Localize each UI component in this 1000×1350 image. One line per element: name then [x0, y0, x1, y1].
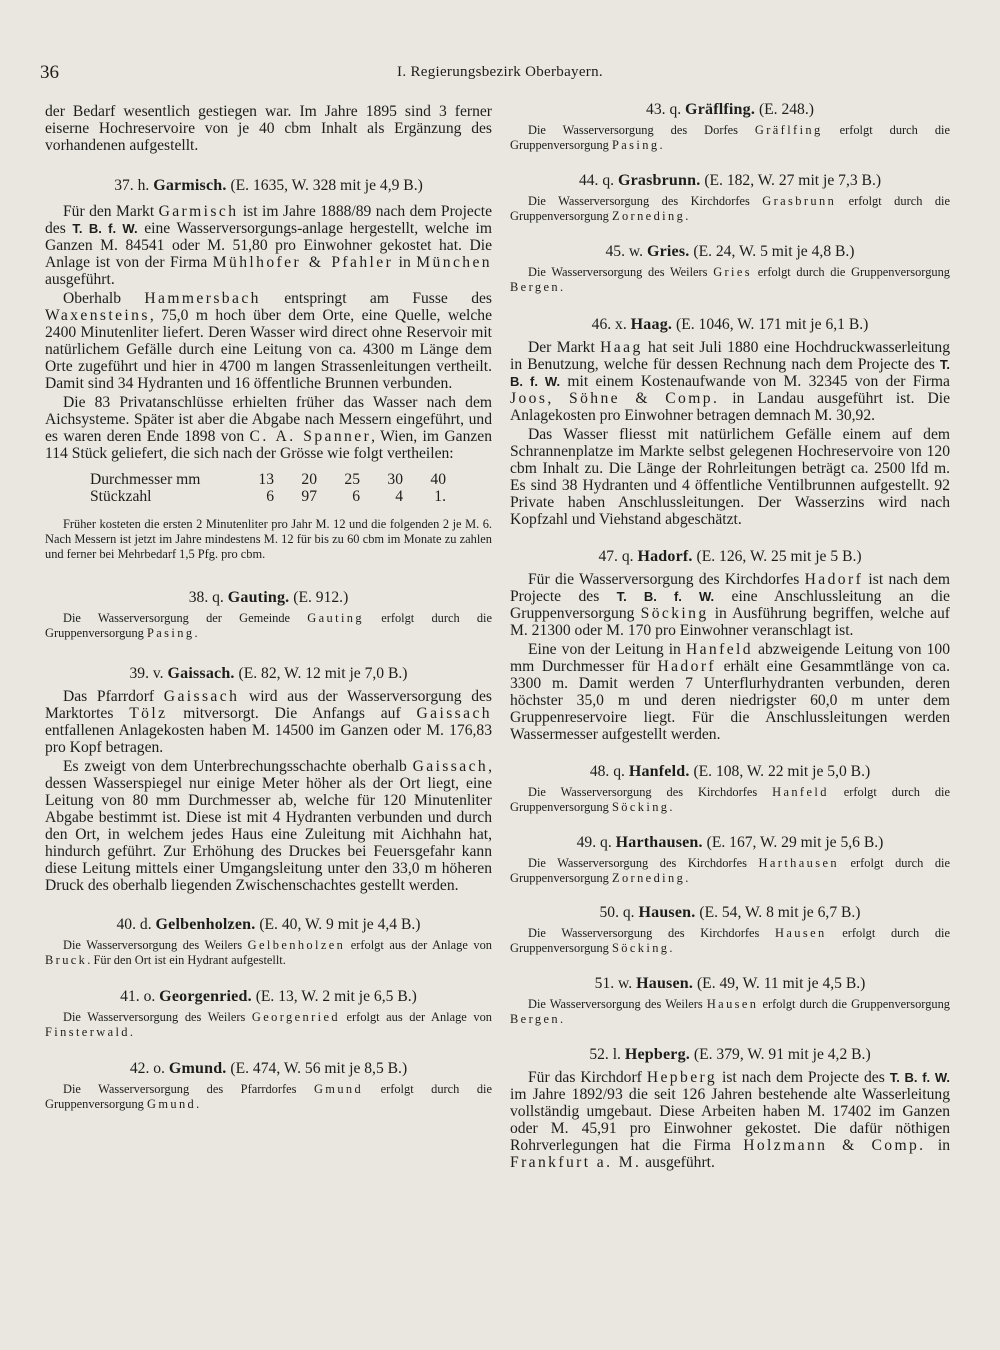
- entry-42: [45, 1059, 492, 1112]
- entry-stats: (E. 379, W. 91 mit je 4,2 B.): [693, 1046, 871, 1063]
- entry-heading: [510, 547, 950, 566]
- entry-43: [510, 100, 950, 153]
- entry-name: Gelbenholzen.: [155, 916, 256, 933]
- entry-number: 50. q.: [599, 904, 635, 921]
- entry-stats: (E. 24, W. 5 mit je 4,8 B.): [693, 243, 855, 260]
- entry-number: 45. w.: [605, 243, 644, 260]
- entry-47: [510, 547, 950, 743]
- entry-paragraph: Oberhalb Hammersbach entspringt am Fusse des Waxensteins, 75,0 m hoch über dem Orte, eine Quelle, welche 2400 Minutenliter liefert. Deren Wasser wird direct ohne Reservoir mit natürlichem Gefälle durch eine Leitung von ca. 4300 m Länge dem Orte zugeführt und hier in 4700 m langen Strassenleitungen vertheilt. Damit sind 34 Hydranten und 16 öffentliche Brunnen verbunden.: [45, 290, 492, 392]
- entry-stats: (E. 474, W. 56 mit je 8,5 B.): [230, 1060, 408, 1077]
- entry-stats: (E. 912.): [293, 589, 349, 606]
- entry-heading: [45, 664, 492, 683]
- entry-name: Gaissach.: [167, 665, 235, 682]
- entry-stats: (E. 182, W. 27 mit je 7,3 B.): [704, 172, 882, 189]
- entry-paragraph: Die Wasserversorgung des Weilers Gelbenholzen erfolgt aus der Anlage von Bruck. Für den Ort ist ein Hydrant aufgestellt.: [45, 938, 492, 967]
- entry-paragraph: Die Wasserversorgung des Dorfes Gräflfing erfolgt durch die Gruppenversorgung Pasing.: [510, 123, 950, 152]
- table-row: [90, 471, 446, 488]
- table-cell: 97: [301, 488, 317, 505]
- entry-heading: [510, 100, 950, 119]
- entry-51: [510, 974, 950, 1027]
- entry-heading: [45, 176, 492, 195]
- table-cell: 25: [344, 471, 360, 488]
- entry-paragraph: Die Wasserversorgung des Kirchdorfes Hausen erfolgt durch die Gruppenversorgung Söcking.: [510, 926, 950, 955]
- entry-paragraph: Eine von der Leitung in Hanfeld abzweigende Leitung von 100 mm Durchmesser für Hadorf erhält eine Gesammtlänge von ca. 3300 m. Damit werden 7 Unterflurhydranten verbunden, deren höchster 35,0 m und deren niedrigster 60,0 m unter dem Gruppenreservoire liegt. Für die Anschlussleitungen werden Wassermesser aufgestellt werden.: [510, 641, 950, 743]
- entry-stats: (E. 13, W. 2 mit je 6,5 B.): [255, 988, 417, 1005]
- entry-number: 47. q.: [598, 548, 634, 565]
- entry-paragraph: Die Wasserversorgung des Weilers Gries erfolgt durch die Gruppenversorgung Bergen.: [510, 265, 950, 294]
- entry-number: 52. l.: [589, 1046, 621, 1063]
- table-cell: 13: [258, 471, 274, 488]
- entry-heading: [45, 987, 492, 1006]
- entry-stats: (E. 49, W. 11 mit je 4,5 B.): [696, 975, 866, 992]
- entry-name: Gauting.: [227, 589, 290, 606]
- table-cell: 20: [301, 471, 317, 488]
- entry-number: 51. w.: [594, 975, 633, 992]
- entry-number: 46. x.: [591, 316, 627, 333]
- entry-paragraph: Die 83 Privatanschlüsse erhielten früher das Wasser nach dem Aichsysteme. Später ist aber die Abgabe nach Messern eingeführt, und es waren deren Ende 1898 von C. A. Spanner, Wien, im Ganzen 114 Stück geliefert, die sich nach der Grösse wie folgt vertheilen:: [45, 394, 493, 462]
- entry-38: [45, 588, 492, 641]
- entry-number: 44. q.: [578, 172, 615, 189]
- entry-stats: (E. 54, W. 8 mit je 6,7 B.): [699, 904, 861, 921]
- entry-stats: (E. 108, W. 22 mit je 5,0 B.): [693, 763, 871, 780]
- entry-paragraph: Die Wasserversorgung der Gemeinde Gauting erfolgt durch die Gruppenversorgung Pasing.: [45, 611, 493, 640]
- entry-heading: [510, 1045, 950, 1064]
- entry-heading: [510, 242, 950, 261]
- entry-stats: (E. 1635, W. 328 mit je 4,9 B.): [230, 177, 423, 194]
- entry-heading: [510, 833, 950, 852]
- entry-number: 41. o.: [120, 988, 156, 1005]
- entry-paragraph: Die Wasserversorgung des Weilers Hausen erfolgt durch die Gruppenversorgung Bergen.: [510, 997, 950, 1026]
- entry-45: [510, 242, 950, 295]
- page-header: [40, 62, 960, 86]
- entry-paragraph: Für die Wasserversorgung des Kirchdorfes Hadorf ist nach dem Projecte des T. B. f. W. eine Anschlussleitung an die Gruppenversorgung Söcking in Ausführung begriffen, welche auf M. 21300 oder M. 170 pro Einwohner veranschlagt ist.: [510, 571, 950, 639]
- entry-paragraph: Die Wasserversorgung des Kirchdorfes Hanfeld erfolgt durch die Gruppenversorgung Söcking.: [510, 785, 950, 814]
- entry-number: 37. h.: [114, 177, 150, 194]
- entry-46: [510, 315, 950, 528]
- entry-40: [45, 915, 492, 968]
- intro-paragraph: der Bedarf wesentlich gestiegen war. Im Jahre 1895 sind 3 ferner eiserne Hochreservoire von je 40 cbm Inhalt als Ergänzung des vorhandenen aufgestellt.: [45, 103, 492, 154]
- entry-heading: [510, 903, 950, 922]
- entry-heading: [510, 315, 950, 334]
- entry-name: Hausen.: [638, 904, 696, 921]
- entry-number: 39. v.: [129, 665, 164, 682]
- entry-stats: (E. 1046, W. 171 mit je 6,1 B.): [676, 316, 869, 333]
- entry-name: Georgenried.: [159, 988, 252, 1005]
- entry-number: 43. q.: [646, 101, 682, 118]
- entry-50: [510, 903, 950, 956]
- entry-49: [510, 833, 950, 886]
- entry-name: Gräflfing.: [685, 101, 756, 118]
- page-number: 36: [40, 62, 59, 83]
- table-row-label: Durchmesser mm: [90, 471, 201, 488]
- entry-name: Gries.: [646, 243, 690, 260]
- entry-paragraph: Es zweigt von dem Unterbrechungsschachte oberhalb Gaissach, dessen Wasserspiegel nur einige Meter höher als der Ort liegt, eine Leitung von 80 mm Durchmesser ab, welche für 120 Minutenliter Abgabe bestimmt ist. Diese ist mit 4 Hydranten verbunden und durch den Ort, in welchem jedes Haus eine Zuleitung mit Aichhahn hat, hindurch geführt. Zur Erhöhung des Druckes bei Feuersgefahr kann diese Leitung mittels einer Umgangsleitung unter den 33,0 m höheren Druck des oberhalb liegenden Zwischenschachtes gestellt werden.: [45, 758, 492, 894]
- entry-heading: [510, 171, 950, 190]
- entry-stats: (E. 167, W. 29 mit je 5,6 B.): [706, 834, 884, 851]
- entry-name: Garmisch.: [153, 177, 227, 194]
- entry-number: 48. q.: [589, 763, 625, 780]
- entry-41: [45, 987, 492, 1040]
- entry-heading: [510, 762, 950, 781]
- entry-name: Haag.: [630, 316, 673, 333]
- left-column: [45, 100, 492, 1112]
- table-cell: 30: [387, 471, 403, 488]
- entry-number: 38. q.: [188, 589, 224, 606]
- entry-name: Hepberg.: [624, 1046, 691, 1063]
- entry-stats: (E. 126, W. 25 mit je 5 B.): [696, 548, 862, 565]
- entry-name: Hadorf.: [637, 548, 693, 565]
- entry-heading: [510, 974, 950, 993]
- entry-number: 42. o.: [129, 1060, 165, 1077]
- table-cell: 1.: [434, 488, 446, 505]
- entry-heading: [45, 1059, 492, 1078]
- entry-name: Hausen.: [636, 975, 694, 992]
- entry-52: [510, 1045, 950, 1171]
- entry-paragraph: Die Wasserversorgung des Kirchdorfes Grasbrunn erfolgt durch die Gruppenversorgung Zorneding.: [510, 194, 951, 223]
- entry-name: Harthausen.: [615, 834, 703, 851]
- meter-size-table: [90, 471, 446, 505]
- entry-paragraph: Die Wasserversorgung des Pfarrdorfes Gmund erfolgt durch die Gruppenversorgung Gmund.: [45, 1082, 492, 1111]
- entry-heading: [45, 915, 492, 934]
- entry-stats: (E. 82, W. 12 mit je 7,0 B.): [238, 665, 408, 682]
- table-cell: 4: [395, 488, 403, 505]
- entry-39: [45, 664, 492, 894]
- table-cell: 6: [352, 488, 360, 505]
- entry-paragraph: Die Wasserversorgung des Weilers Georgenried erfolgt aus der Anlage von Finsterwald.: [45, 1010, 492, 1039]
- entry-paragraph: Der Markt Haag hat seit Juli 1880 eine Hochdruckwasserleitung in Benutzung, welche für dessen Rechnung nach dem Projecte des T. B. f. W. mit einem Kostenaufwande von M. 32345 von der Firma Joos, Söhne & Comp. in Landau ausgeführt ist. Die Anlagekosten pro Einwohner betragen demnach M. 30,92.: [510, 339, 951, 424]
- table-cell: 6: [266, 488, 274, 505]
- entry-name: Gmund.: [168, 1060, 227, 1077]
- entry-48: [510, 762, 950, 815]
- entry-paragraph: Das Wasser fliesst mit natürlichem Gefälle einem auf dem Schrannenplatze im Markte selbst gelegenen Hochreservoire von 120 cbm Inhalt zu. Die Länge der Rohrleitungen beträgt ca. 2500 lfd m. Es sind 38 Hydranten und 4 öffentliche Ventilbrunnen aufgestellt. 92 Private haben Anschlussleitungen. Der Wasserzins wird nach Kopfzahl und Viehstand abgeschätzt.: [510, 426, 950, 528]
- entry-paragraph: Die Wasserversorgung des Kirchdorfes Harthausen erfolgt durch die Gruppenversorgung Zorneding.: [510, 856, 950, 885]
- table-cell: 40: [430, 471, 446, 488]
- entry-paragraph: Für den Markt Garmisch ist im Jahre 1888/89 nach dem Projecte des T. B. f. W. eine Wasserversorgungs-anlage hergestellt, welche im Ganzen M. 84541 oder M. 51,80 pro Einwohner gekostet hat. Die Anlage ist von der Firma Mühlhofer & Pfahler in München ausgeführt.: [45, 203, 492, 288]
- entry-paragraph: Für das Kirchdorf Hepberg ist nach dem Projecte des T. B. f. W. im Jahre 1892/93 die seit 126 Jahren bestehende alte Wasserleitung vollständig umgebaut. Diese Arbeiten haben M. 17402 im Ganzen oder M. 45,91 pro Einwohner gekostet. Die dafür nöthigen Rohrverlegungen hat die Firma Holzmann & Comp. in Frankfurt a. M. ausgeführt.: [510, 1069, 951, 1171]
- table-row: [90, 488, 446, 505]
- entry-name: Grasbrunn.: [617, 172, 701, 189]
- entry-stats: (E. 40, W. 9 mit je 4,4 B.): [259, 916, 421, 933]
- right-column: [510, 100, 950, 1171]
- entry-37: [45, 176, 492, 562]
- running-head: I. Regierungsbezirk Oberbayern.: [397, 64, 603, 80]
- entry-paragraph: Das Pfarrdorf Gaissach wird aus der Wasserversorgung des Marktortes Tölz mitversorgt. Die Anfangs auf Gaissach entfallenen Anlagekosten haben M. 14500 im Ganzen oder M. 176,83 pro Kopf betragen.: [45, 688, 493, 756]
- entry-44: [510, 171, 950, 224]
- entry-number: 40. d.: [116, 916, 152, 933]
- entry-note: Früher kosteten die ersten 2 Minutenliter pro Jahr M. 12 und die folgenden 2 je M. 6. Nach Messern ist jetzt im Jahre mindestens M. 12 für bis zu 60 cbm im Monate zu zahlen und ferner bei Mehrbedarf 1,5 Pfg. pro cbm.: [45, 517, 492, 561]
- table-row-label: Stückzahl: [90, 488, 152, 505]
- entry-heading: [45, 588, 492, 607]
- entry-name: Hanfeld.: [628, 763, 690, 780]
- entry-stats: (E. 248.): [758, 101, 814, 118]
- entry-number: 49. q.: [576, 834, 612, 851]
